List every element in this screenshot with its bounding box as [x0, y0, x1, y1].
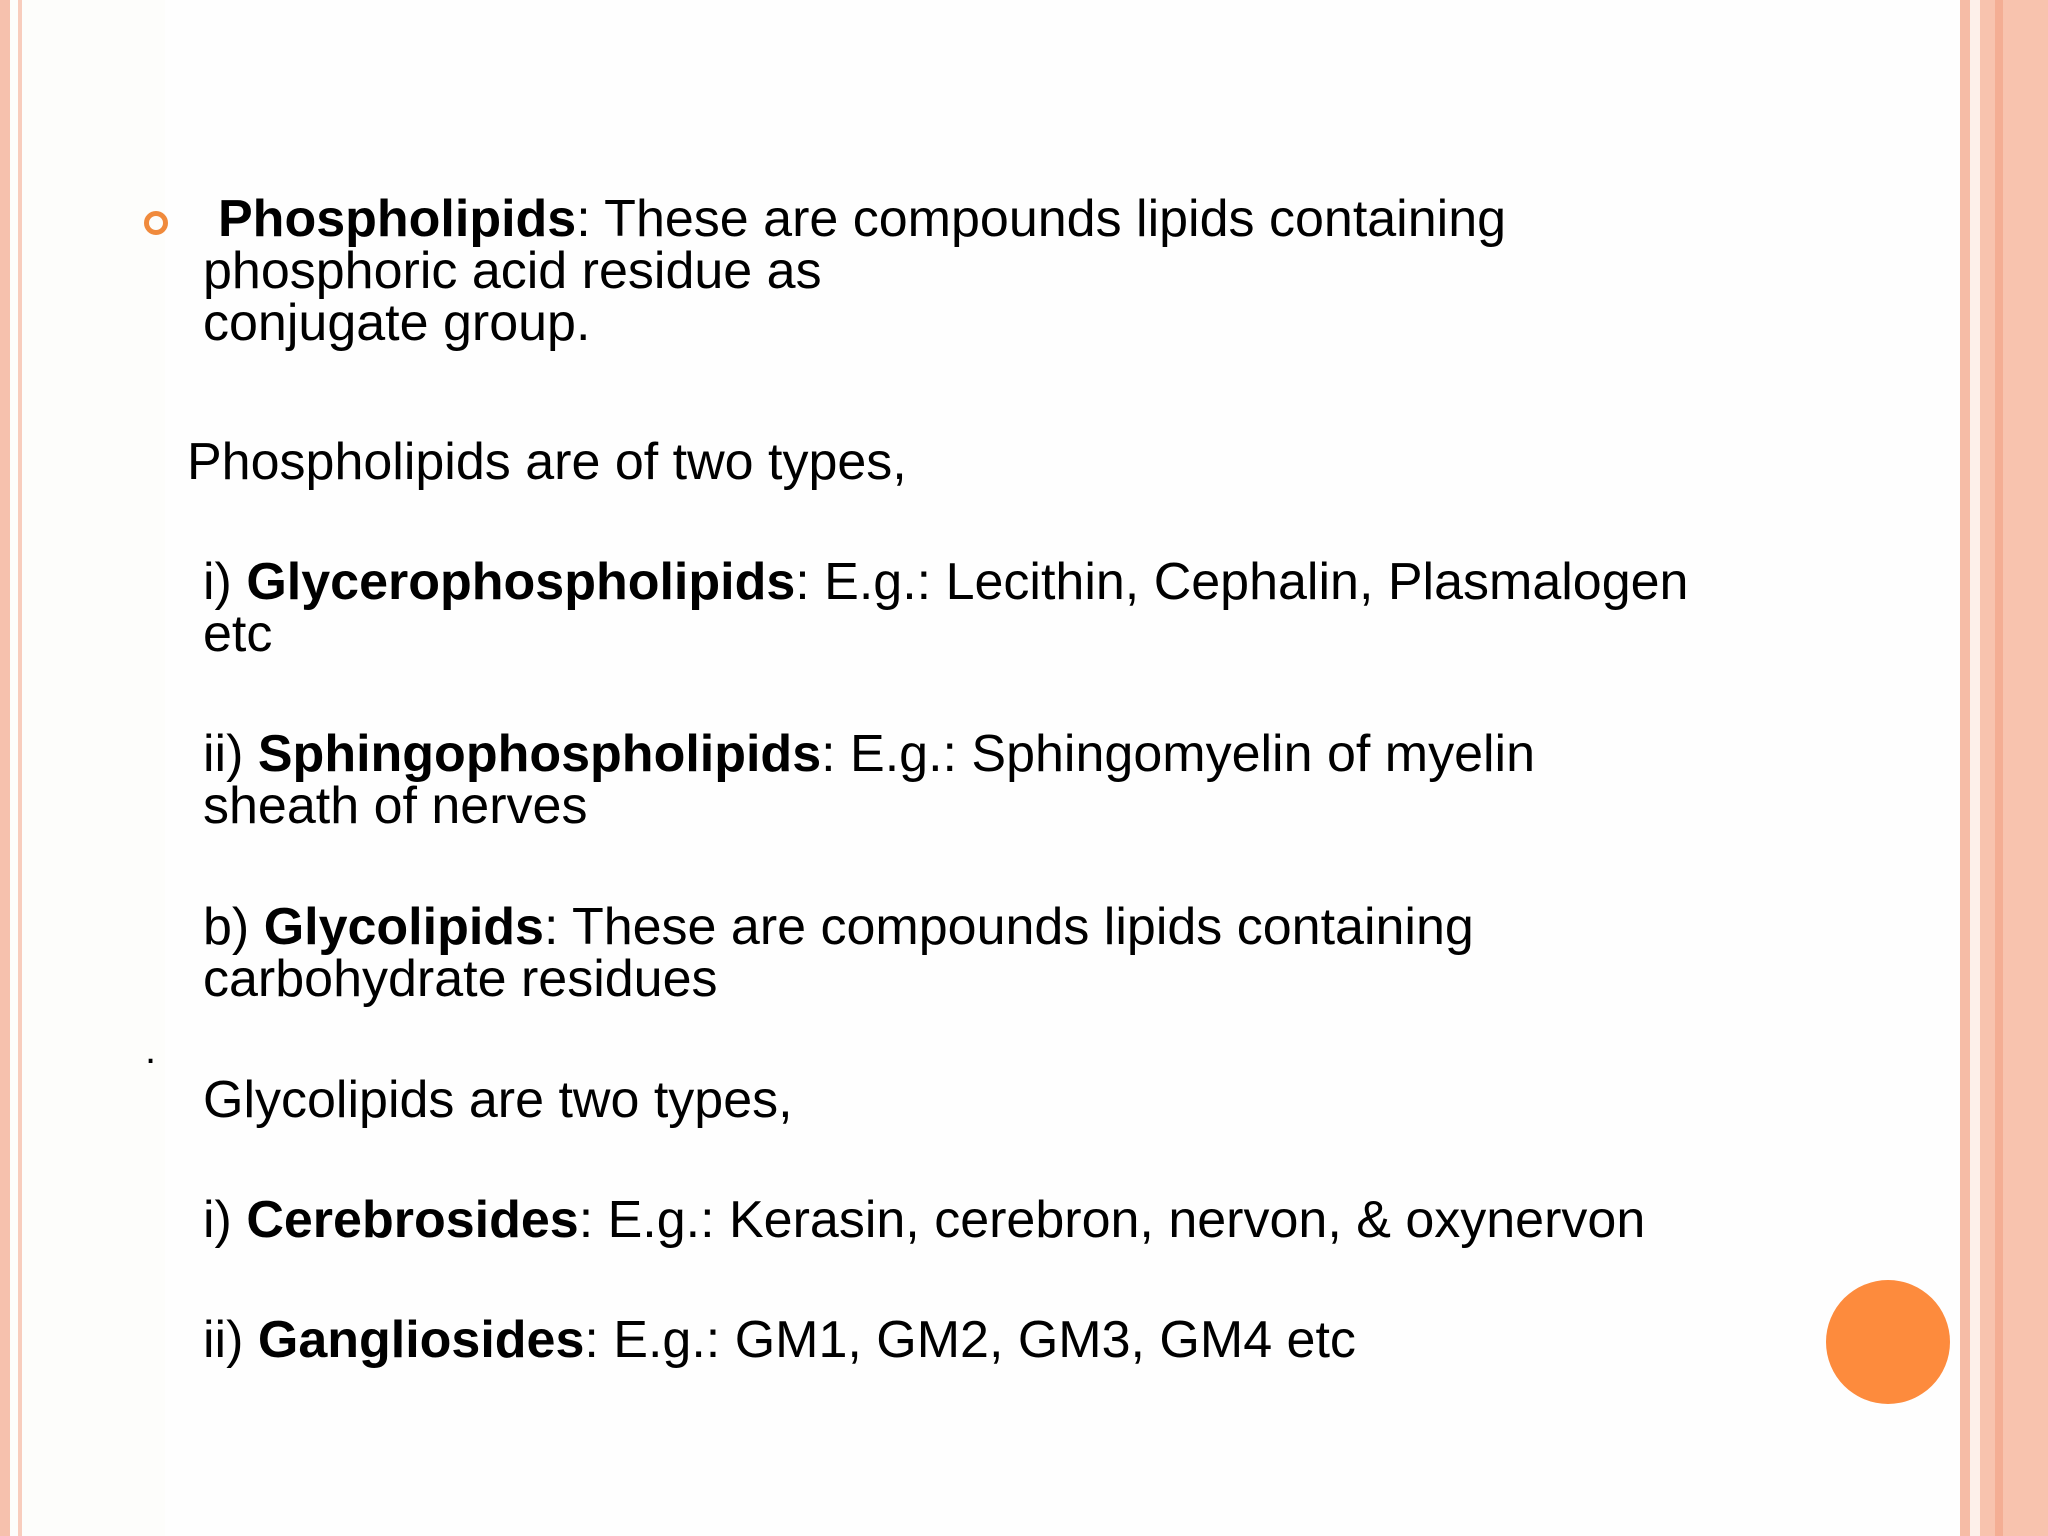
left-border-line	[18, 0, 22, 1536]
glycolipids-definition-line-2: carbohydrate residues	[203, 950, 718, 1008]
term-glycerophospholipids: Glycerophospholipids	[246, 553, 796, 611]
sphingophospholipids-line-2: sheath of nerves	[203, 777, 588, 835]
right-border-gap	[1970, 0, 1980, 1536]
phospholipids-definition-line-2: phosphoric acid residue as	[203, 242, 822, 300]
glycerophospholipids-line-1: i) Glycerophospholipids: E.g.: Lecithin, Cephalin, Plasmalogen	[203, 553, 1689, 611]
right-border-band	[1960, 0, 1970, 1536]
glycolipids-definition-line-1: b) Glycolipids: These are compounds lipids containing	[203, 898, 1474, 956]
term-phospholipids: Phospholipids	[218, 190, 577, 248]
ring-bullet-icon	[144, 211, 168, 235]
orange-circle-icon	[1826, 1280, 1950, 1404]
phospholipids-definition-line-3: conjugate group.	[203, 294, 591, 352]
term-sphingophospholipids: Sphingophospholipids	[257, 725, 822, 783]
right-border-stripe	[1995, 0, 2003, 1536]
glycerophospholipids-line-2: etc	[203, 605, 273, 663]
phospholipids-types-intro: Phospholipids are of two types,	[187, 433, 907, 491]
term-gangliosides: Gangliosides	[257, 1311, 585, 1369]
phospholipids-definition-line-1: Phospholipids: These are compounds lipids containing	[218, 190, 1507, 248]
right-border-wide-band	[1980, 0, 2048, 1536]
left-border	[0, 0, 10, 1536]
cerebrosides-line: i) Cerebrosides: E.g.: Kerasin, cerebron, nervon, & oxynervon	[203, 1191, 1646, 1249]
stray-dot: .	[145, 1028, 157, 1072]
gangliosides-line: ii) Gangliosides: E.g.: GM1, GM2, GM3, GM4 etc	[203, 1311, 1356, 1369]
term-cerebrosides: Cerebrosides	[246, 1191, 579, 1249]
sphingophospholipids-line-1: ii) Sphingophospholipids: E.g.: Sphingomyelin of myelin	[203, 725, 1536, 783]
glycolipids-types-intro: Glycolipids are two types,	[203, 1071, 793, 1129]
term-glycolipids: Glycolipids	[263, 898, 544, 956]
